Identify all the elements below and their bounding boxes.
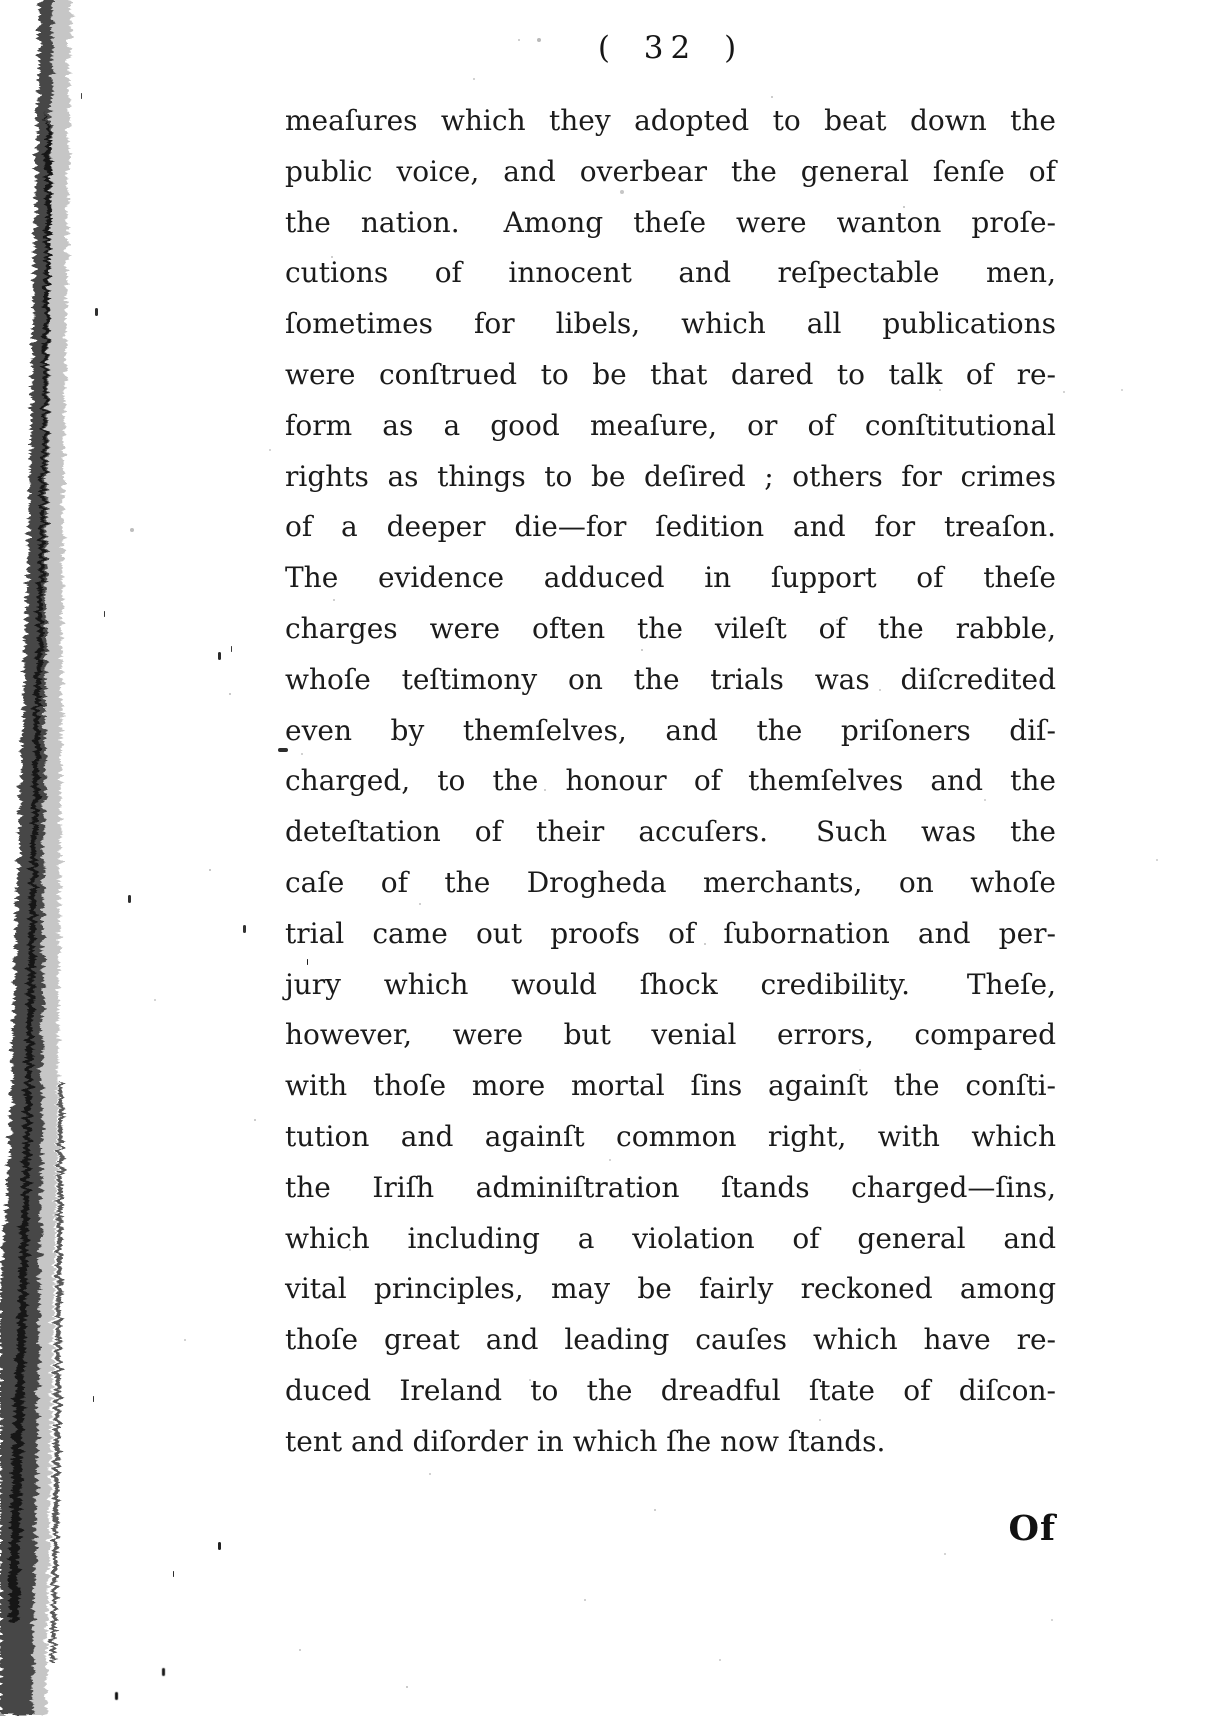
text-line: of a deeper die—for ſedition and for treaſon. xyxy=(285,510,1056,544)
text-line: tent and diſorder in which ſhe now ſtands. xyxy=(285,1424,886,1458)
text-line: public voice, and overbear the general ſenſe of xyxy=(285,154,1056,188)
text-line: were conſtrued to be that dared to talk of re- xyxy=(285,357,1056,391)
text-line: vital principles, may be fairly reckoned among xyxy=(285,1272,1056,1306)
text-line: The evidence adduced in ſupport of theſe xyxy=(285,561,1056,595)
text-line: which including a violation of general and xyxy=(285,1221,1056,1255)
text-line: whoſe teſtimony on the trials was diſcredited xyxy=(285,662,1056,696)
text-line: deteſtation of their accuſers. Such was the xyxy=(285,815,1056,849)
text-line: even by themſelves, and the priſoners diſ- xyxy=(285,713,1056,747)
text-line: tution and againſt common right, with which xyxy=(285,1119,1056,1153)
text-line: charged, to the honour of themſelves and the xyxy=(285,764,1056,798)
text-line: jury which would ſhock credibility. Theſe, xyxy=(285,967,1056,1001)
text-line: meaſures which they adopted to beat down the xyxy=(285,104,1056,137)
text-line: however, were but venial errors, compared xyxy=(285,1018,1056,1052)
page-number: ( 32 ) xyxy=(597,30,744,66)
text-line: cutions of innocent and reſpectable men, xyxy=(285,256,1056,290)
text-line: rights as things to be deſired ; others for crimes xyxy=(285,459,1056,493)
text-line: charges were often the vileſt of the rabble, xyxy=(285,611,1056,645)
text-line: form as a good meaſure, or of conſtitutional xyxy=(285,408,1056,442)
text-line: thoſe great and leading cauſes which have re- xyxy=(285,1323,1056,1357)
text-line: with thoſe more mortal ſins againſt the conſti- xyxy=(285,1069,1056,1103)
text-line: duced Ireland to the dreadful ſtate of diſcon- xyxy=(285,1373,1056,1407)
text-line: ſometimes for libels, which all publications xyxy=(285,307,1056,341)
book-gutter-shadow xyxy=(0,0,95,1716)
text-line: trial came out proofs of ſubornation and per- xyxy=(285,916,1056,950)
catchword: Of xyxy=(1008,1508,1056,1549)
body-text xyxy=(285,96,1056,1468)
text-line: the Iriſh adminiſtration ſtands charged—ſins, xyxy=(285,1170,1056,1204)
text-line: caſe of the Drogheda merchants, on whoſe xyxy=(285,865,1056,899)
text-line: the nation. Among theſe were wanton proſe- xyxy=(285,205,1056,239)
